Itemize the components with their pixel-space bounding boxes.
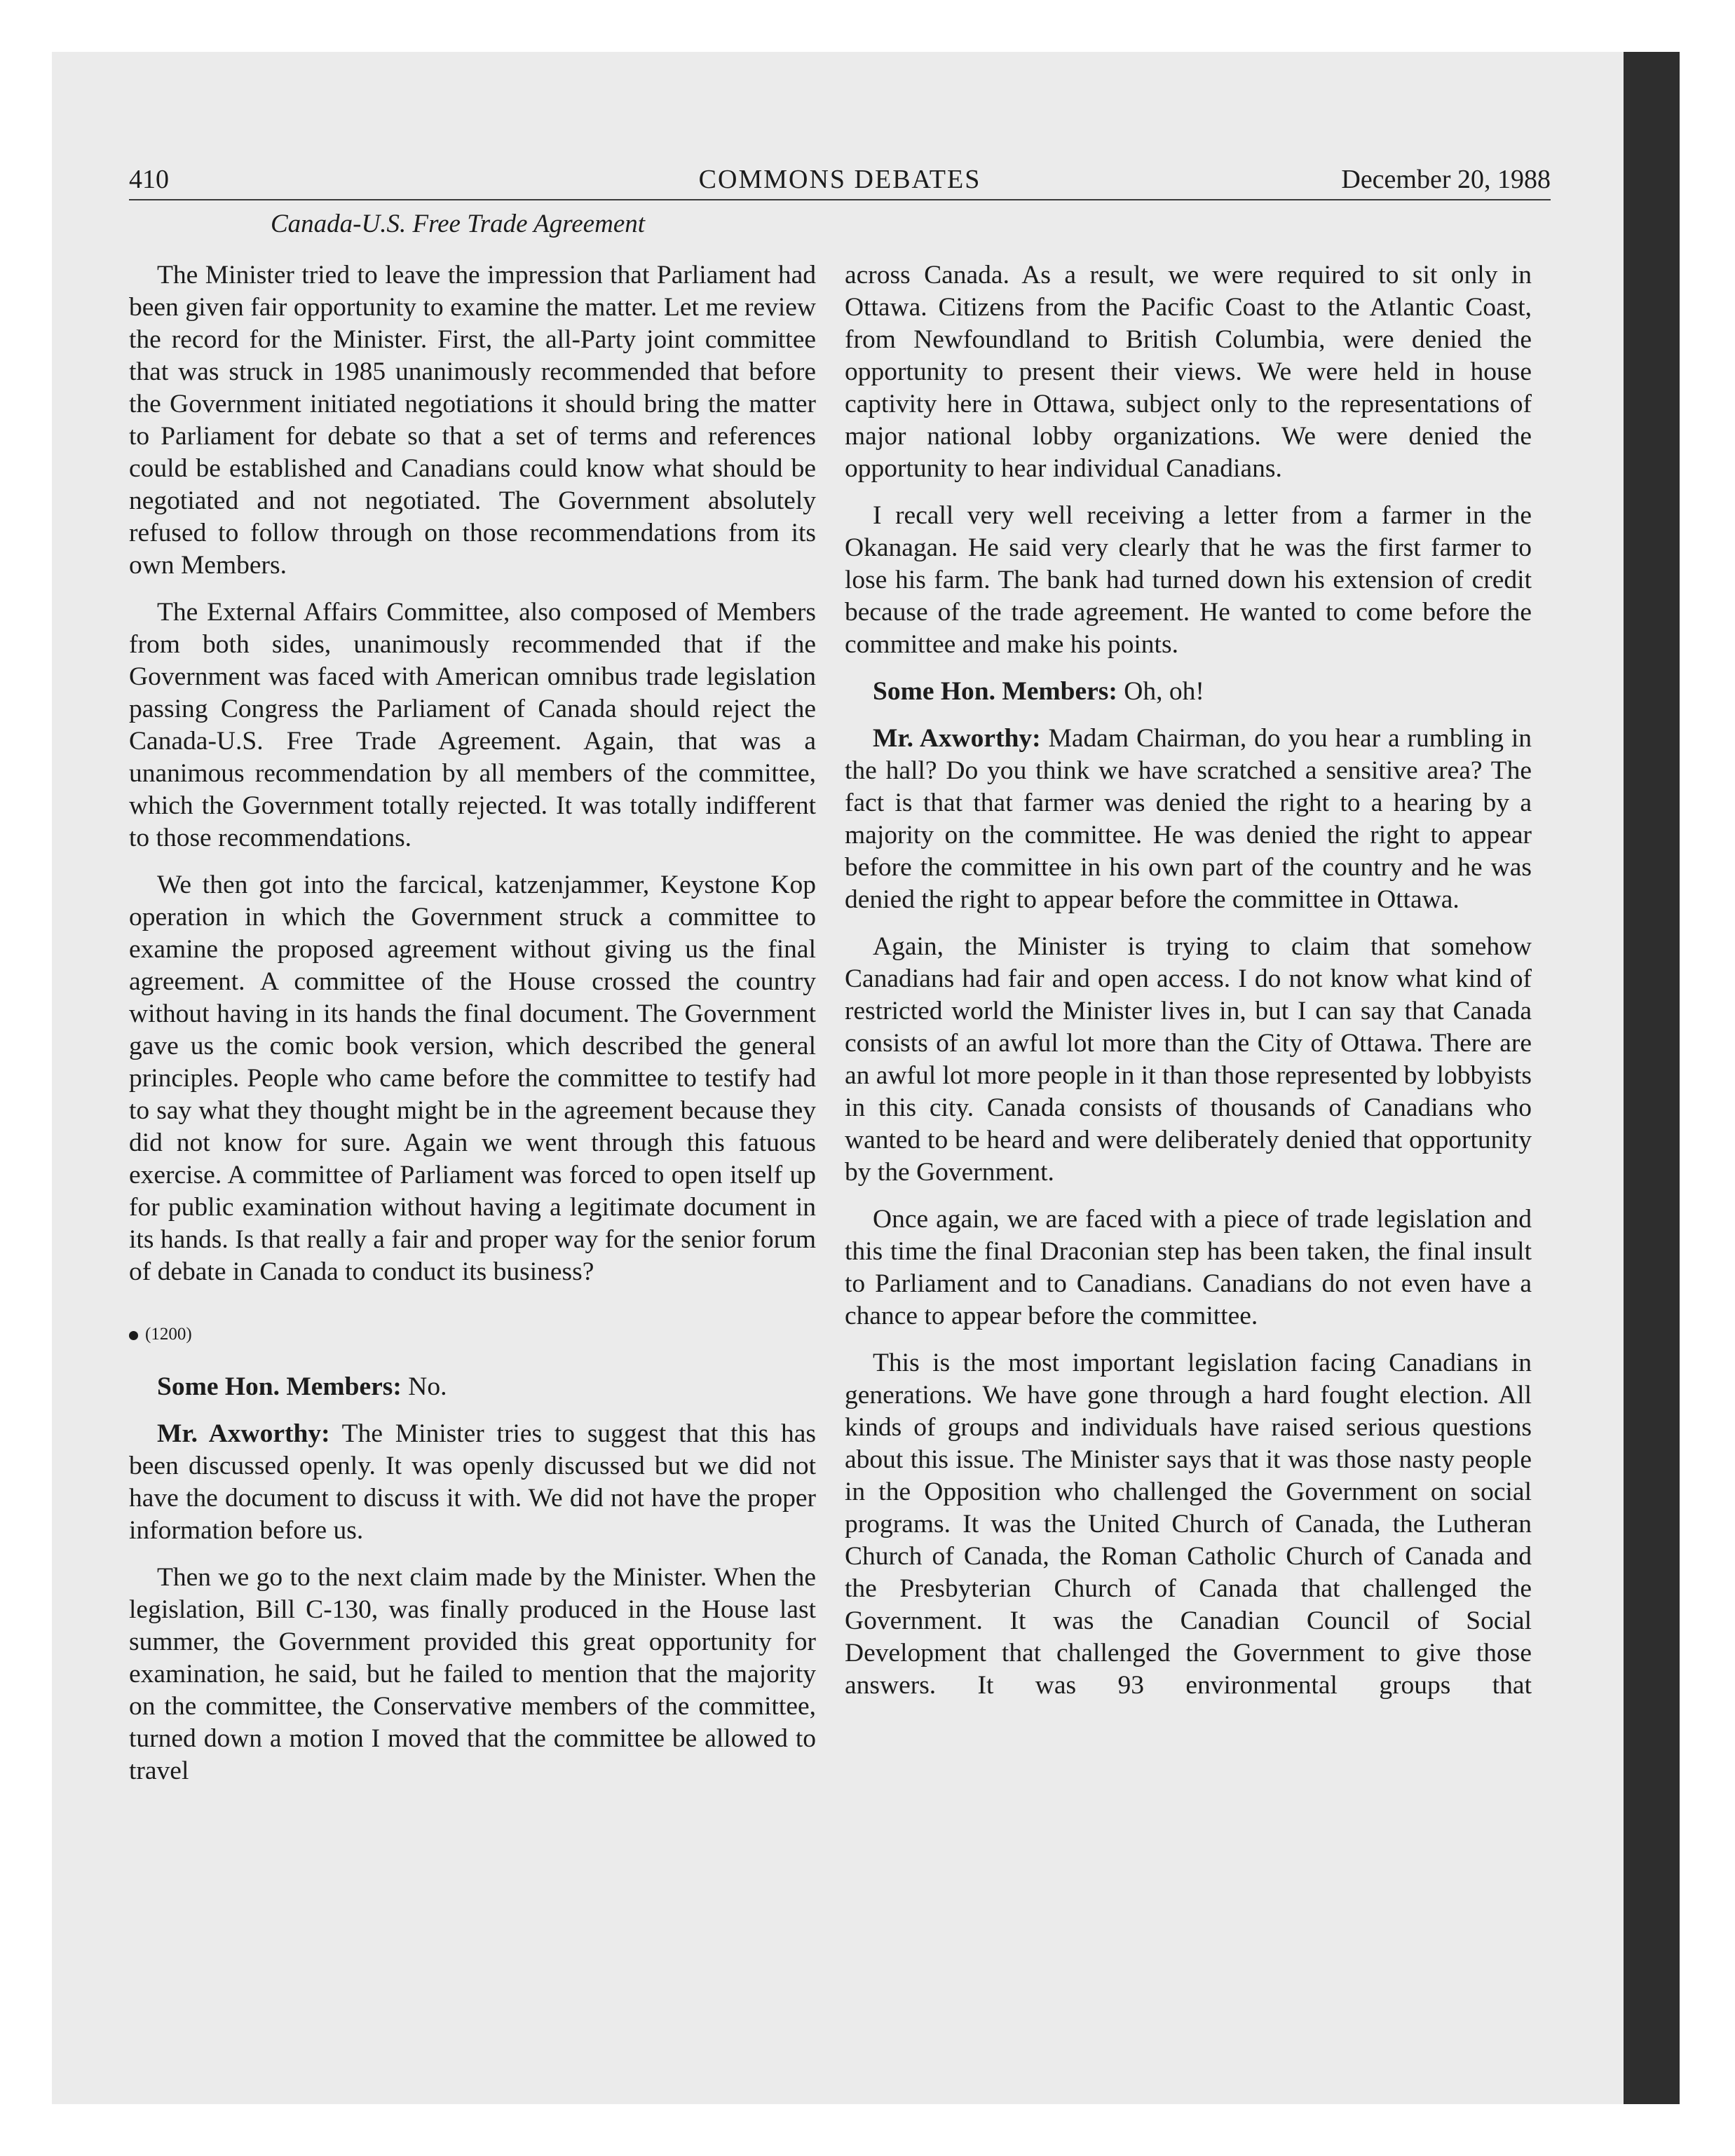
speech-paragraph <box>129 1418 816 1547</box>
speech-paragraph <box>845 676 1532 708</box>
page-header <box>129 163 1551 200</box>
page-number: 410 <box>129 165 169 194</box>
right-column <box>845 259 1532 1717</box>
paragraph: The Minister tried to leave the impression that Parliament had been given fair opportunity to examine the matter. Let me review the record for the Minister. First, the all-Party joint committee that was struck in 1985 unanimously recommended that before the Government initiated negotiations it should bring the matter to Parliament for debate so that a set of terms and references could be established and Canadians could know what should be negotiated and not negotiated. The Government absolutely refused to follow through on those recommendations from its own Members. <box>129 261 816 580</box>
speaker-name: Mr. Axworthy: <box>157 1419 330 1448</box>
paragraph: I recall very well receiving a letter from a farmer in the Okanagan. He said very clearly that he was the first farmer to lose his farm. The bank had turned down his extension of credit because of the trade agreement. He wanted to come before the committee and make his points. <box>845 501 1532 659</box>
paragraph-continued: across Canada. As a result, we were required to sit only in Ottawa. Citizens from the Pacific Coast to the Atlantic Coast, from Newfoundland to British Columbia, were denied the opportunity to present their views. We were held in house captivity here in Ottawa, subject only to the representations of major national lobby organizations. We were denied the opportunity to hear individual Canadians. <box>845 261 1532 483</box>
speech-text: The Minister tries to suggest that this has been discussed openly. It was openly discussed but we did not have the document to discuss it with. We did not have the proper information before us. <box>129 1419 816 1545</box>
speech-text: Madam Chairman, do you hear a rumbling in the hall? Do you think we have scratched a sensitive area? The fact is that that farmer was denied the right to a hearing by a majority on the committee. He was denied the right to appear before the committee in his own part of the country and he was denied the right to appear before the committee in Ottawa. <box>845 724 1532 914</box>
paragraph: The External Affairs Committee, also composed of Members from both sides, unanimously recommended that if the Government was faced with American omnibus trade legislation passing Congress the Parliament of Canada should reject the Canada-U.S. Free Trade Agreement. Again, that was a unanimous recommendation by all members of the committee, which the Government totally rejected. It was totally indifferent to those recommendations. <box>129 598 816 852</box>
time-marker <box>129 1323 816 1346</box>
speech-paragraph <box>129 1371 816 1403</box>
left-column <box>129 259 816 1802</box>
paragraph: We then got into the farcical, katzenjammer, Keystone Kop operation in which the Government struck a committee to examine the proposed agreement without giving us the final agreement. A committee of the House crossed the country without having in its hands the final document. The Government gave us the comic book version, which described the general principles. People who came before the committee to testify had to say what they thought might be in the agreement because they did not know for sure. Again we went through this fatuous exercise. A committee of Parliament was forced to open itself up for public examination without having a legitimate document in its hands. Is that really a fair and proper way for the senior forum of debate in Canada to conduct its business? <box>129 871 816 1286</box>
bullet-icon <box>129 1331 138 1340</box>
section-subheading: Canada-U.S. Free Trade Agreement <box>271 210 646 238</box>
speaker-name: Some Hon. Members: <box>157 1372 402 1401</box>
paragraph: Again, the Minister is trying to claim that somehow Canadians had fair and open access. I do not know what kind of restricted world the Minister lives in, but I can say that Canada consists of an awful lot more than the City of Ottawa. There are an awful lot more people in it than those represented by lobbyists in this city. Canada consists of thousands of Canadians who wanted to be heard and were deliberately denied that opportunity by the Government. <box>845 932 1532 1187</box>
speech-paragraph <box>845 723 1532 916</box>
speech-text: No. <box>408 1372 447 1401</box>
paragraph: Then we go to the next claim made by the Minister. When the legislation, Bill C-130, was finally produced in the House last summer, the Government provided this great opportunity for examination, he said, but he failed to mention that the majority on the committee, the Conservative members of the committee, turned down a motion I moved that the committee be allowed to travel <box>129 1563 816 1785</box>
speaker-name: Mr. Axworthy: <box>873 724 1041 753</box>
speaker-name: Some Hon. Members: <box>873 677 1117 706</box>
time-marker-text: (1200) <box>145 1325 192 1344</box>
paragraph: This is the most important legislation facing Canadians in generations. We have gone through a hard fought election. All kinds of groups and individuals have raised serious questions about this issue. The Minister says that it was those nasty people in the Opposition who challenged the Government on social programs. It was the United Church of Canada, the Lutheran Church of Canada, the Roman Catholic Church of Canada and the Presbyterian Church of Canada that challenged the Government. It was the Canadian Council of Social Development that challenged the Government to give those answers. It was 93 environmental groups that <box>845 1349 1532 1700</box>
binding-edge-shadow <box>1624 52 1680 2104</box>
speech-text: Oh, oh! <box>1124 677 1204 706</box>
paragraph: Once again, we are faced with a piece of trade legislation and this time the final Draconian step has been taken, the final insult to Parliament and to Canadians. Canadians do not even have a chance to appear before the committee. <box>845 1205 1532 1330</box>
publication-date: December 20, 1988 <box>1341 165 1551 194</box>
publication-title: COMMONS DEBATES <box>698 165 981 194</box>
